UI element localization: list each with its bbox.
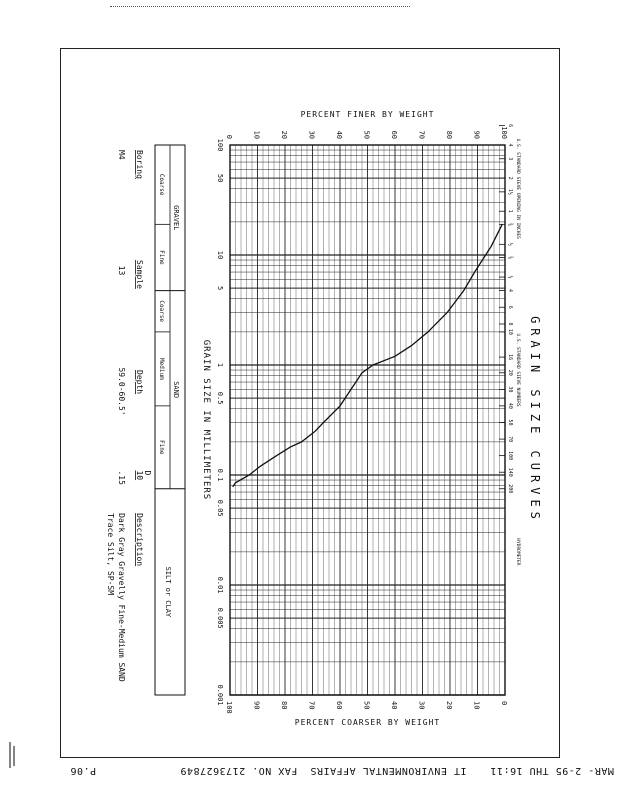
y-tick-label-coarser: 20 <box>445 701 453 710</box>
sieve-number-value: 6 <box>507 305 513 309</box>
y-tick-label-finer: 100 <box>500 126 508 139</box>
sieve-number-value: 200 <box>507 484 513 494</box>
y-tick-label-finer: 70 <box>417 130 426 139</box>
y-tick-label-finer: 60 <box>390 130 398 139</box>
class-gravel-fine: Fine <box>158 250 165 265</box>
sieve-numbers-label: U.S. STANDARD SIEVE NUMBERS <box>515 333 520 407</box>
x-tick-label: 0.5 <box>216 391 224 405</box>
x-tick-label: 0.01 <box>216 576 224 594</box>
y-tick-label-coarser: 100 <box>225 701 233 714</box>
y-tick-label-coarser: 10 <box>472 701 481 710</box>
chart-title: GRAIN SIZE CURVES <box>528 316 542 524</box>
sieve-opening-value: 1½ <box>507 188 513 195</box>
fax-date-time: MAR- 2-95 THU 16:11 <box>490 765 614 776</box>
value-depth: 59.0-60.5' <box>117 367 126 416</box>
value-boring: M4 <box>117 150 126 160</box>
y-tick-label-coarser: 80 <box>280 701 288 710</box>
x-tick-label: 50 <box>216 173 224 183</box>
x-tick-label: 5 <box>216 286 224 291</box>
sieve-opening-value: 4 <box>507 143 513 147</box>
sieve-opening-label: U.S. STANDARD SIEVE OPENING IN INCHES <box>515 138 520 239</box>
y-tick-label-coarser: 60 <box>335 701 343 710</box>
y-tick-label-finer: 50 <box>362 130 371 139</box>
chart-rotated-group <box>106 110 542 727</box>
class-gravel: GRAVEL <box>172 205 180 231</box>
x-axis-label: GRAIN SIZE IN MILLIMETERS <box>201 339 211 501</box>
class-sand: SAND <box>172 381 180 399</box>
sieve-number-value: 70 <box>507 436 513 443</box>
value-description-line1: Dark Gray Gravelly Fine-Medium SAND <box>117 513 126 682</box>
header-depth: Depth <box>135 370 144 395</box>
y-tick-label-coarser: 40 <box>390 701 398 710</box>
class-gravel-coarse: Coarse <box>158 173 165 196</box>
x-tick-label: 0.001 <box>216 684 224 706</box>
x-tick-label: 0.05 <box>216 499 224 517</box>
class-silt-clay: SILT or CLAY <box>164 566 172 618</box>
header-d10-d: D <box>143 470 152 476</box>
sieve-opening-value: 2 <box>507 176 513 180</box>
sieve-number-value: 20 <box>507 369 513 376</box>
y-tick-labels-finer <box>225 126 508 139</box>
value-description-line2: Trace Silt, SP-SM <box>106 513 115 596</box>
x-tick-label: 10 <box>216 250 224 260</box>
class-sand-medium: Medium <box>158 358 165 380</box>
sieve-number-value: 140 <box>507 467 513 477</box>
value-sample: 13 <box>117 265 126 276</box>
header-boring: Boring <box>135 150 144 179</box>
y-tick-label-coarser: 70 <box>307 701 316 710</box>
value-d10: .15 <box>117 470 126 485</box>
hydrometer-label: HYDROMETER <box>515 538 520 566</box>
sieve-number-value: 100 <box>507 451 513 461</box>
y-tick-label-coarser: 0 <box>500 701 508 706</box>
y-tick-label-coarser: 90 <box>252 701 261 710</box>
y-tick-label-coarser: 30 <box>417 701 426 710</box>
sieve-number-value: 10 <box>507 328 513 335</box>
header-description: Description <box>135 513 144 567</box>
chart-grid <box>230 145 505 695</box>
y-tick-label-finer: 90 <box>472 130 481 139</box>
y-tick-label-coarser: 50 <box>362 701 371 710</box>
fax-number: FAX NO. 2173627849 <box>180 765 298 776</box>
sieve-number-value: 50 <box>507 419 513 426</box>
x-tick-label: 100 <box>216 138 224 152</box>
fax-page-number: P.06 <box>70 765 97 776</box>
y-axis-label-coarser: PERCENT COARSER BY WEIGHT <box>294 718 441 727</box>
sieve-number-value: 40 <box>507 402 513 409</box>
edge-scan-mark <box>6 740 20 770</box>
sieve-number-value: 30 <box>507 386 513 393</box>
y-tick-label-finer: 40 <box>335 130 343 139</box>
sieve-number-value: 4 <box>507 289 513 293</box>
sieve-opening-value: ⅜ <box>507 255 513 259</box>
sieve-number-value: 16 <box>507 354 513 361</box>
sieve-opening-value: ½ <box>507 242 513 246</box>
y-tick-label-finer: 80 <box>445 130 453 139</box>
x-tick-labels <box>216 139 224 706</box>
fax-footer <box>60 765 614 783</box>
y-tick-label-finer: 30 <box>307 130 316 139</box>
fax-sender: IT ENVIRONMENTAL AFFAIRS <box>310 765 467 776</box>
header-sample: Sample <box>135 260 144 289</box>
y-tick-label-finer: 0 <box>225 134 233 139</box>
sieve-opening-value: 1 <box>507 209 513 213</box>
y-axis-label-finer: PERCENT FINER BY WEIGHT <box>300 110 435 119</box>
sieve-scale <box>499 124 514 493</box>
sieve-number-value: 8 <box>507 322 513 326</box>
y-tick-labels-coarser <box>225 701 508 714</box>
class-sand-fine: Fine <box>158 440 165 455</box>
sieve-opening-value: ¾ <box>507 222 513 226</box>
x-tick-label: 0.005 <box>216 607 224 629</box>
x-tick-label: 1 <box>216 362 224 368</box>
header-d10-sub: 10 <box>135 470 144 481</box>
sieve-opening-value: 6 <box>507 124 513 128</box>
x-tick-label: 0.1 <box>216 468 224 482</box>
sieve-opening-value: 3 <box>507 157 513 161</box>
y-tick-label-finer: 20 <box>280 130 288 139</box>
sieve-opening-value: ¼ <box>507 275 513 279</box>
y-tick-label-finer: 10 <box>252 130 261 139</box>
class-sand-coarse: Coarse <box>158 300 165 323</box>
